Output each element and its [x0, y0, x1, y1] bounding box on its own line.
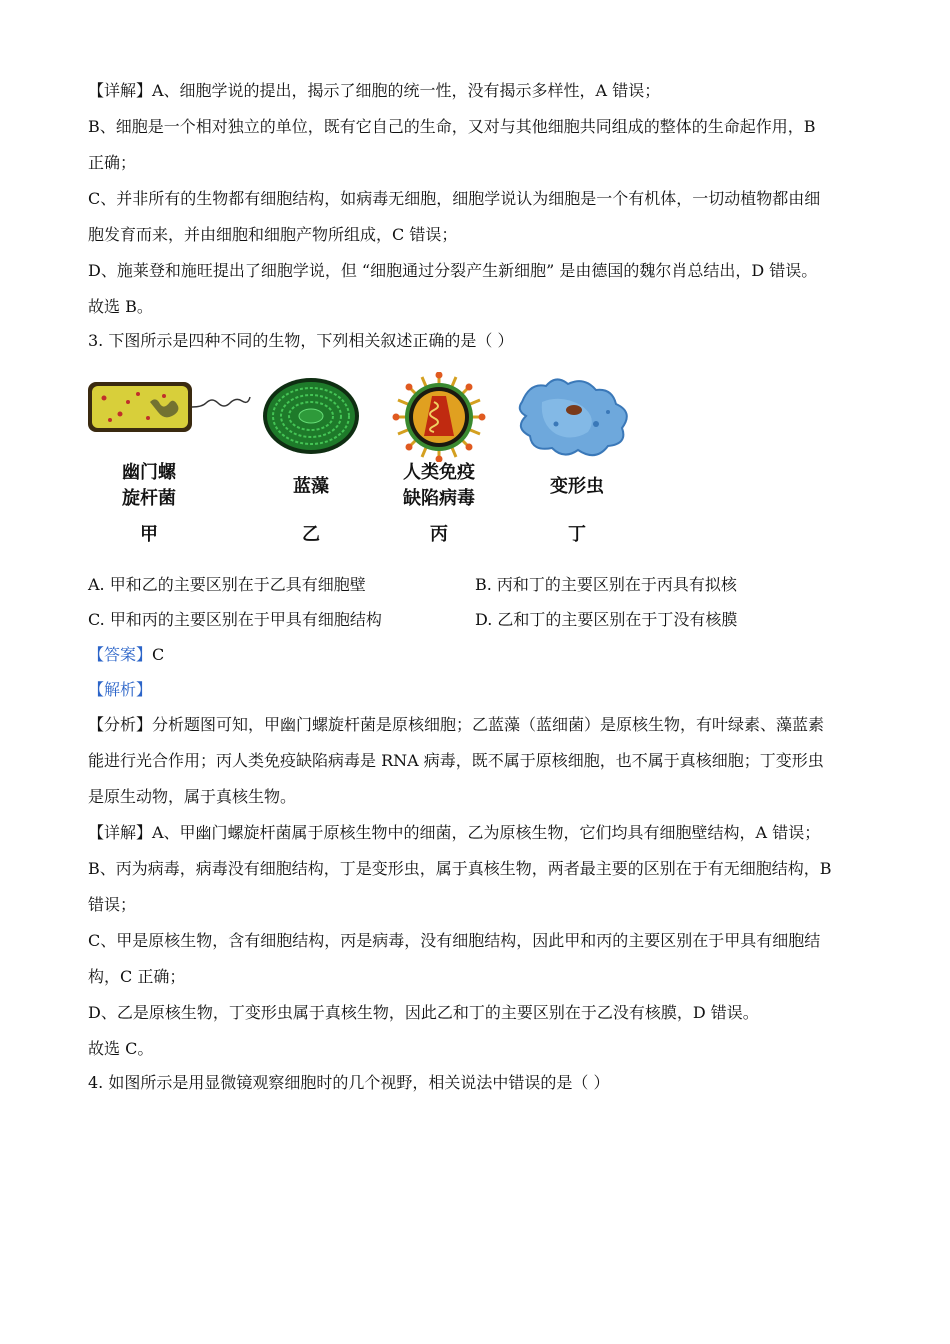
answer-value: C	[152, 645, 165, 664]
organism-label-ding: 丁	[568, 524, 586, 545]
detail-line3: 错误；	[88, 895, 137, 914]
amoeba-icon	[512, 372, 642, 462]
detail-line6: D、乙是原核生物，丁变形虫属于真核生物，因此乙和丁的主要区别在于乙没有核膜，D 错误。	[88, 1003, 759, 1022]
organism-name-ding: 变形虫	[550, 476, 604, 497]
detail-line4: C、甲是原核生物，含有细胞结构，丙是病毒，没有细胞结构，因此甲和丙的主要区别在于甲具有细胞结	[88, 931, 821, 950]
prev-detail-head: 【详解】A、细胞学说的提出，揭示了细胞的统一性，没有揭示多样性，A 错误；	[88, 81, 661, 100]
option-a: A. 甲和乙的主要区别在于乙具有细胞壁	[88, 575, 366, 594]
detail-line1: 【详解】A、甲幽门螺旋杆菌属于原核生物中的细菌，乙为原核生物，它们均具有细胞壁结构，A 错误；	[88, 823, 821, 842]
hiv-virus-icon	[374, 372, 504, 462]
analysis-line2: 能进行光合作用；丙人类免疫缺陷病毒是 RNA 病毒，既不属于原核细胞，也不属于真核细胞；丁变形虫	[88, 751, 824, 770]
prev-c-line2: 胞发育而来，并由细胞和细胞产物所组成，C 错误；	[88, 225, 458, 244]
detail-line5: 构，C 正确；	[88, 967, 186, 986]
organism-ding	[512, 372, 642, 552]
detail-line2: B、丙为病毒，病毒没有细胞结构，丁是变形虫，属于真核生物，两者最主要的区别在于有无细胞结构，B	[88, 859, 832, 878]
organism-name-jia: 幽门螺 旋杆菌	[122, 462, 176, 509]
organism-figure	[84, 372, 644, 552]
analysis-line1: 【分析】分析题图可知，甲幽门螺旋杆菌是原核细胞；乙蓝藻（蓝细菌）是原核生物，有叶绿素、藻蓝素	[88, 715, 825, 734]
prev-d-line1: D、施莱登和施旺提出了细胞学说，但 “细胞通过分裂产生新细胞” 是由德国的魏尔肖总结出，D 错误。	[88, 261, 818, 280]
organism-label-yi: 乙	[302, 524, 320, 545]
prev-b-line2: 正确；	[88, 153, 137, 172]
prev-c-line1: C、并非所有的生物都有细胞结构，如病毒无细胞，细胞学说认为细胞是一个有机体，一切动植物都由细	[88, 189, 821, 208]
organism-jia	[84, 372, 214, 552]
answer-label: 【答案】	[88, 645, 153, 664]
analysis-label: 【解析】	[88, 680, 153, 699]
prev-b-line1: B、细胞是一个相对独立的单位，既有它自己的生命，又对与其他细胞共同组成的整体的生命起作用，B	[88, 117, 816, 136]
analysis-line3: 是原生动物，属于真核生物。	[88, 787, 297, 806]
cyanobacterium-icon	[246, 372, 376, 462]
organism-name-yi: 蓝藻	[293, 476, 329, 497]
prev-conclusion: 故选 B。	[88, 297, 153, 316]
option-b: B. 丙和丁的主要区别在于丙具有拟核	[475, 575, 737, 594]
option-d: D. 乙和丁的主要区别在于丁没有核膜	[475, 610, 738, 629]
question3-conclusion: 故选 C。	[88, 1039, 154, 1058]
organism-bing	[374, 372, 504, 552]
organism-label-jia: 甲	[140, 524, 158, 545]
answer-line	[88, 644, 868, 666]
organism-yi	[246, 372, 376, 552]
question3-stem: 3. 下图所示是四种不同的生物，下列相关叙述正确的是（ ）	[88, 331, 514, 350]
organism-name-bing: 人类免疫 缺陷病毒	[403, 462, 475, 509]
organism-label-bing: 丙	[430, 524, 448, 545]
question4-stem: 4. 如图所示是用显微镜观察细胞时的几个视野，相关说法中错误的是（ ）	[88, 1073, 610, 1092]
option-c: C. 甲和丙的主要区别在于甲具有细胞结构	[88, 610, 382, 629]
bacterium-icon	[84, 372, 254, 442]
